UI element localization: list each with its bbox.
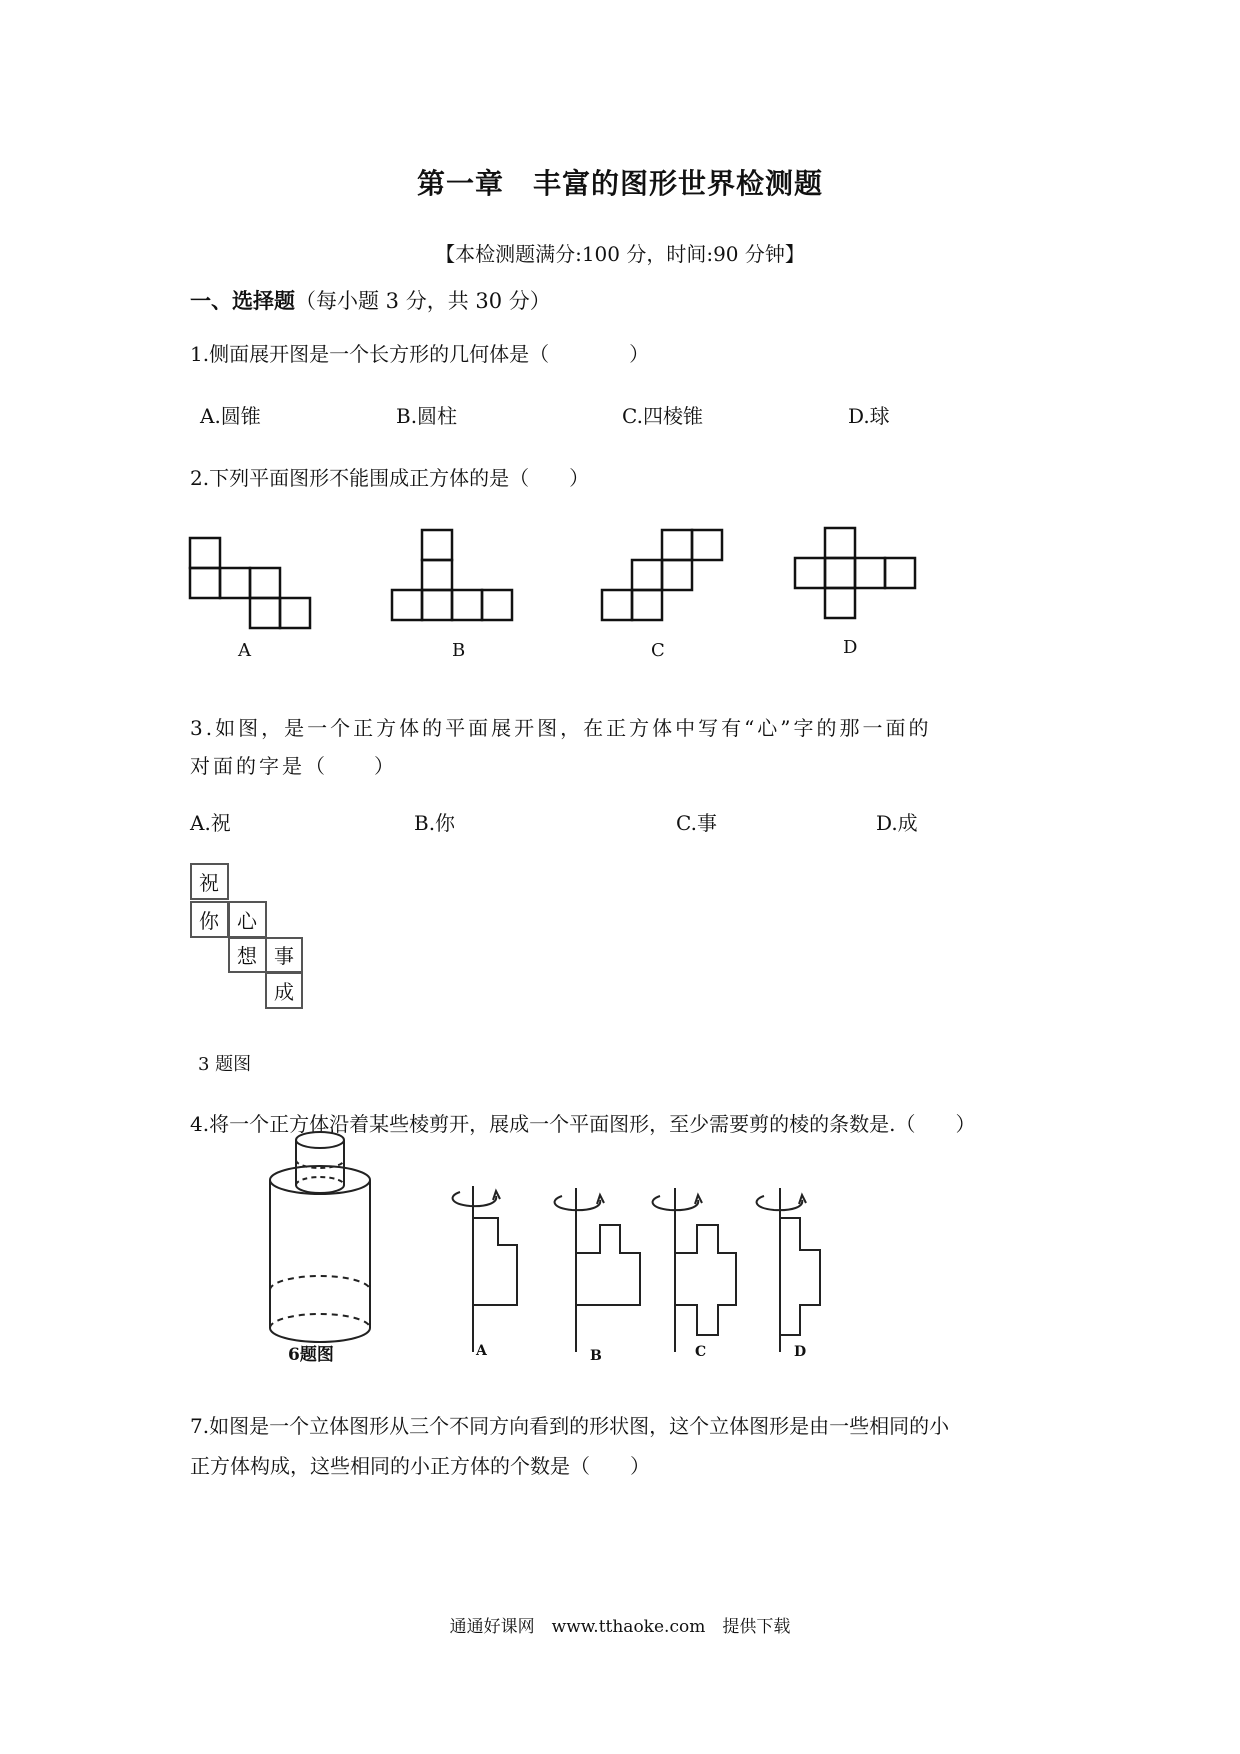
section-title: 一、选择题 (190, 288, 295, 313)
net-label-b: B (452, 640, 466, 661)
question-3-stem-line2: 对面的字是（ ） (190, 754, 397, 778)
net-char-shi: 事 (274, 944, 294, 968)
question-1-stem: 1.侧面展开图是一个长方形的几何体是（ ） (190, 342, 650, 366)
net-label-a: A (238, 640, 251, 661)
q3-figure-caption: 3 题图 (198, 1054, 252, 1075)
q3-option-d: D.成 (876, 811, 918, 835)
rotation-label-b: B (590, 1348, 602, 1364)
question-3-stem-line1: 3.如图，是一个正方体的平面展开图，在正方体中写有“心”字的那一面的 (190, 716, 932, 740)
cylinder-stack (270, 1132, 370, 1342)
net-char-xiang: 想 (237, 944, 257, 968)
net-label-c: C (651, 640, 665, 661)
rotation-figure-a (453, 1186, 517, 1352)
rotation-figure-c (653, 1188, 736, 1352)
question-7-stem-line1: 7.如图是一个立体图形从三个不同方向看到的形状图，这个立体图形是由一些相同的小 (190, 1414, 950, 1438)
q6-figure-caption: 6题图 (288, 1345, 334, 1365)
q1-option-b: B.圆柱 (396, 404, 458, 428)
q3-option-a: A.祝 (190, 811, 231, 835)
q3-option-b: B.你 (414, 811, 456, 835)
q1-option-d: D.球 (848, 404, 890, 428)
section-note: （每小题 3 分，共 30 分） (295, 289, 551, 313)
net-label-d: D (843, 637, 858, 658)
q1-option-a: A.圆锥 (200, 404, 261, 428)
page-footer: 通通好课网 www.tthaoke.com 提供下载 (449, 1617, 791, 1637)
net-char-ni: 你 (199, 909, 219, 933)
exam-info: 【本检测题满分:100 分，时间:90 分钟】 (435, 242, 805, 266)
rotation-label-a: A (476, 1343, 487, 1359)
question-4-stem: 4.将一个正方体沿着某些棱剪开，展成一个平面图形，至少需要剪的棱的条数是.（ ） (190, 1112, 976, 1136)
rotation-figure-b (555, 1188, 640, 1352)
rotation-label-c: C (695, 1344, 707, 1360)
question-2-stem: 2.下列平面图形不能围成正方体的是（ ） (190, 466, 590, 490)
rotation-label-d: D (794, 1344, 807, 1360)
q3-option-c: C.事 (676, 811, 717, 835)
net-char-zhu: 祝 (199, 871, 219, 895)
net-char-xin: 心 (237, 909, 257, 933)
rotation-figure-d (757, 1188, 820, 1352)
page-title: 第一章 丰富的图形世界检测题 (416, 167, 823, 200)
net-char-cheng: 成 (274, 980, 294, 1004)
question-7-stem-line2: 正方体构成，这些相同的小正方体的个数是（ ） (190, 1454, 650, 1478)
q1-option-c: C.四棱锥 (622, 404, 703, 428)
